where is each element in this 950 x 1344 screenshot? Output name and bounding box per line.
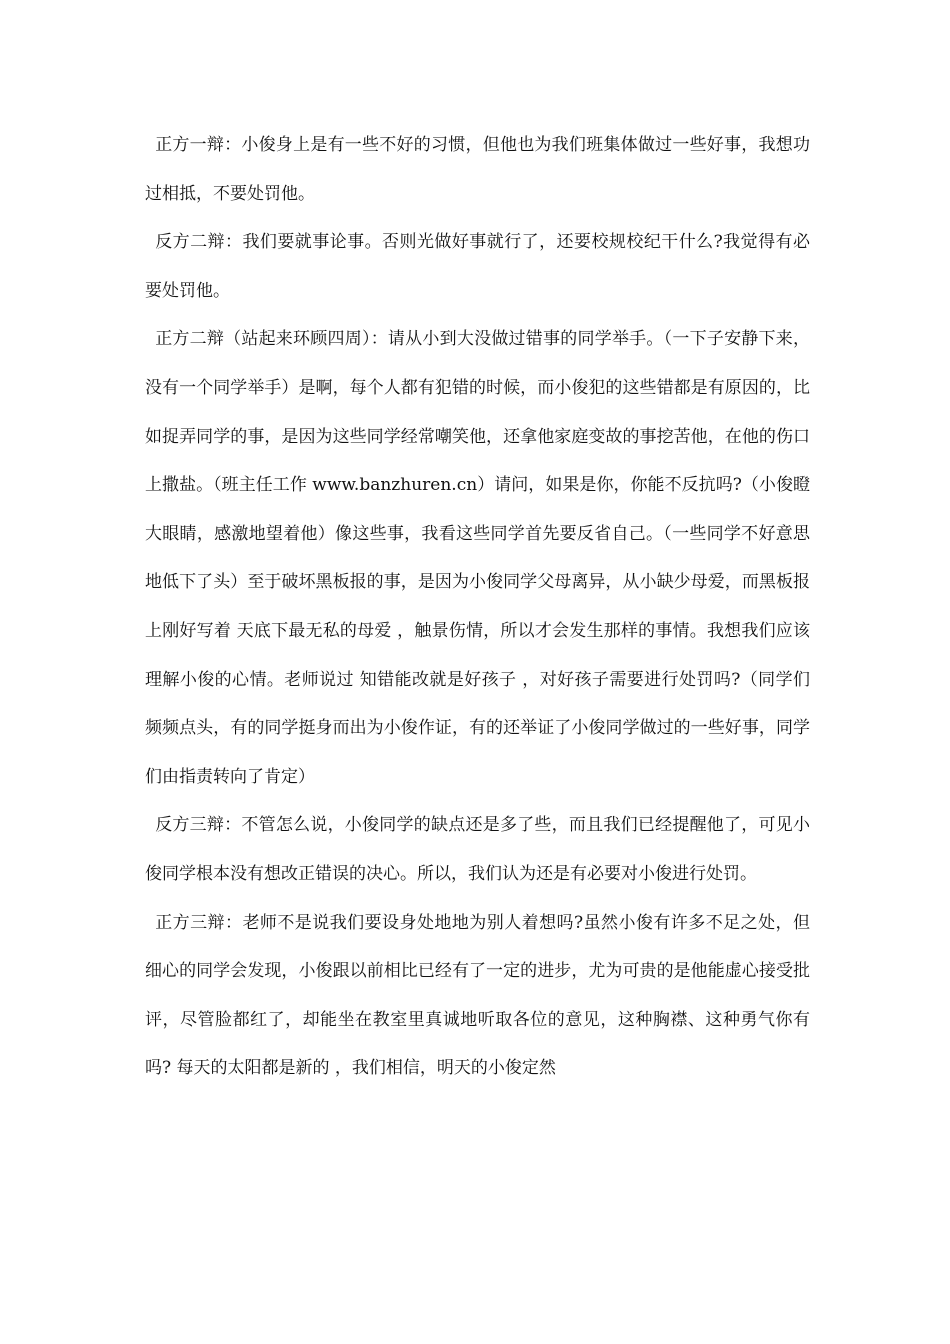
debate-paragraph-con-3: 反方三辩：不管怎么说，小俊同学的缺点还是多了些，而且我们已经提醒他了，可见小俊同学根本没有想改正错误的决心。所以，我们认为还是有必要对小俊进行处罚。 bbox=[145, 815, 810, 884]
debate-paragraph-con-2: 反方二辩：我们要就事论事。否则光做好事就行了，还要校规校纪干什么?我觉得有必要处罚他。 bbox=[145, 232, 810, 301]
debate-paragraph-pro-1: 正方一辩：小俊身上是有一些不好的习惯，但他也为我们班集体做过一些好事，我想功过相抵，不要处罚他。 bbox=[145, 135, 810, 204]
debate-paragraph-pro-2: 正方二辩（站起来环顾四周）：请从小到大没做过错事的同学举手。（一下子安静下来，没有一个同学举手）是啊，每个人都有犯错的时候，而小俊犯的这些错都是有原因的，比如捉弄同学的事，是因为这些同学经常嘲笑他，还拿他家庭变故的事挖苦他，在他的伤口上撒盐。（班主任工作 www.banzhuren.cn）请问，如果是你，你能不反抗吗?（小俊瞪大眼睛，感激地望着他）像这些事，我看这些同学首先要反省自己。（一些同学不好意思地低下了头）至于破坏黑板报的事，是因为小俊同学父母离异，从小缺少母爱，而黑板报上刚好写着 天底下最无私的母爱 ，触景伤情，所以才会发生那样的事情。我想我们应该理解小俊的心情。老师说过 知错能改就是好孩子 ，对好孩子需要进行处罚吗?（同学们频频点头，有的同学挺身而出为小俊作证，有的还举证了小俊同学做过的一些好事，同学们由指责转向了肯定） bbox=[145, 329, 810, 787]
document-body bbox=[145, 121, 810, 1093]
debate-paragraph-pro-3: 正方三辩：老师不是说我们要设身处地地为别人着想吗?虽然小俊有许多不足之处，但细心的同学会发现，小俊跟以前相比已经有了一定的进步，尤为可贵的是他能虚心接受批评，尽管脸都红了，却能坐在教室里真诚地听取各位的意见，这种胸襟、这种勇气你有吗? 每天的太阳都是新的 ，我们相信，明天的小俊定然 bbox=[145, 912, 810, 1079]
